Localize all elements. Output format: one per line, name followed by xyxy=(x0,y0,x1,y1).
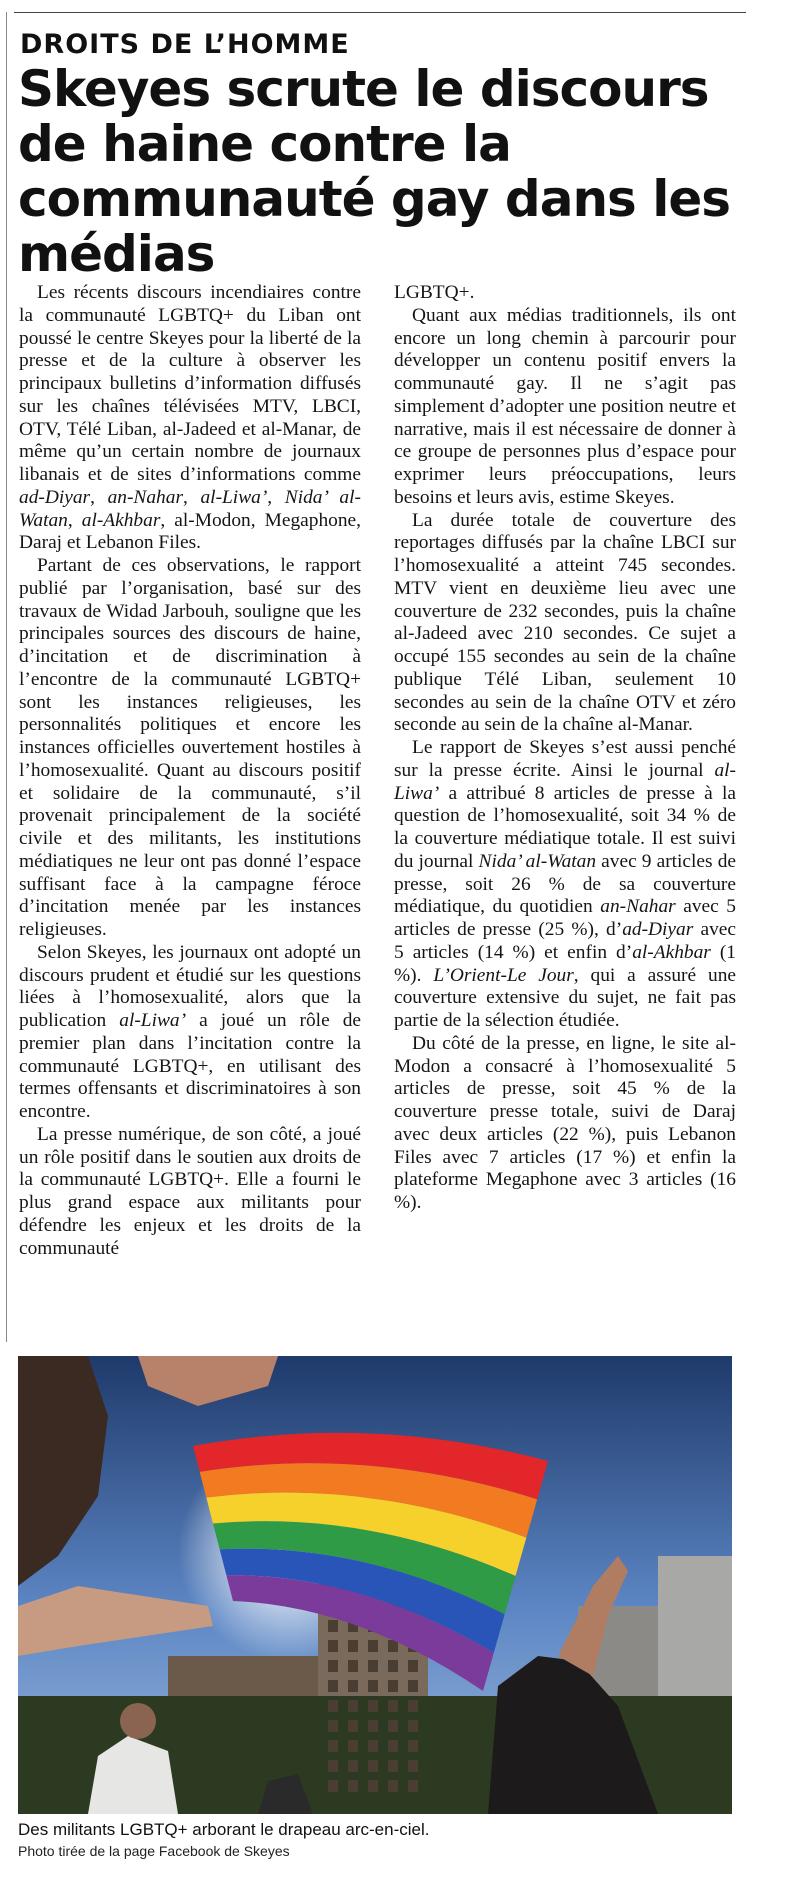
paragraph xyxy=(394,737,736,1033)
paragraph xyxy=(394,305,736,510)
publication-name: an-Nahar xyxy=(600,896,676,918)
text-run: Partant de ces observations, le rapport publié par l’organisation, basé sur des travaux de Widad Jarbouh, souligne que les principales sources des discours de haine, d’incitation et de discrimination à l’encontre de la communauté LGBTQ+ sont les instances religieuses, les personnalités politiques et encore les instances officielles ouvertement hostiles à l’homosexualité. Quant au discours positif et solidaire de la communauté, s’il provenait principalement de la société civile et des militants, les institutions médiatiques ne leur ont pas donné l’espace suffisant face à la campagne féroce d’incitation menée par les instances religieuses. xyxy=(19,555,361,940)
publication-name: al-Liwa’ xyxy=(394,759,736,804)
paragraph xyxy=(394,510,736,738)
article-headline: Skeyes scrute le discours de haine contre la communauté gay dans les médias xyxy=(18,60,731,283)
text-run: , xyxy=(183,486,201,508)
text-run: Du côté de la presse, en ligne, le site al-Modon a consacré à l’homosexualité 5 articles de presse, soit 45 % de la couverture presse totale, suivi de Daraj avec deux articles (22 %), puis Lebanon Files avec 7 articles (17 %) et enfin la plateforme Megaphone avec 3 articles (16 %). xyxy=(394,1032,736,1213)
publication-name: an-Nahar xyxy=(107,486,183,508)
section-kicker: DROITS DE L’HOMME xyxy=(20,29,350,60)
text-run: LGBTQ+. xyxy=(394,282,475,303)
publication-name: ad-Diyar xyxy=(622,919,694,940)
top-rule xyxy=(14,12,746,13)
publication-name: Nida’ al-Watan xyxy=(478,850,597,872)
paragraph xyxy=(19,555,361,942)
text-run: Les récents discours incendiaires contre la communauté LGBTQ+ du Liban ont poussé le centre Skeyes pour la liberté de la presse et de la culture à observer les principaux bulletins d’information diffusés sur les chaînes télévisées MTV, LBCI, OTV, Télé Liban, al-Jadeed et al-Manar, de même qu’un certain nombre de journaux libanais et de sites d’informations comme xyxy=(19,282,361,485)
article-column-left xyxy=(19,282,361,1260)
text-run: avec 5 articles de presse (25 %), d’ xyxy=(394,896,737,940)
text-run: avec 5 articles (14 %) et enfin d’ xyxy=(394,919,736,963)
text-run: avec 9 articles de presse, soit 26 % de sa couverture médiatique, du quotidien xyxy=(394,850,736,918)
text-run: , qui a assuré une couverture extensive du sujet, ne fait pas partie de la sélection étudiée. xyxy=(394,964,737,1031)
paragraph xyxy=(394,282,736,305)
paragraph xyxy=(394,1033,736,1215)
text-run: a attribué 8 articles de presse à la question de l’homosexualité, soit 34 % de la couverture médiatique totale. Il est suivi du journal xyxy=(394,782,736,872)
text-run: Le rapport de Skeyes s’est aussi penché sur la presse écrite. Ainsi le journal xyxy=(394,737,736,781)
side-rule xyxy=(6,12,7,1342)
text-run: Selon Skeyes, les journaux ont adopté un discours prudent et étudié sur les questions liées à l’homosexualité, alors que la publication xyxy=(19,941,361,1031)
text-run: La durée totale de couverture des reportages diffusés par la chaîne LBCI sur l’homosexualité a atteint 745 secondes. MTV vient en deuxième lieu avec une couverture de 232 secondes, puis la chaîne al-Jadeed avec 210 secondes. Ce sujet a occupé 155 secondes au sein de la chaîne publique Télé Liban, seulement 10 secondes au sein de la chaîne OTV et zéro seconde au sein de la chaîne al-Manar. xyxy=(394,509,736,736)
article-column-right xyxy=(394,282,736,1215)
publication-name: ad-Diyar xyxy=(19,486,91,508)
publication-name: al-Liwa’ xyxy=(200,486,268,508)
text-run: a joué un rôle de premier plan dans l’incitation contre la communauté LGBTQ+, en utilisant des termes offensants et discriminatoires à son encontre. xyxy=(19,1010,361,1122)
publication-name: al-Akhbar xyxy=(632,941,711,963)
text-run: , al-Modon, Megaphone, Daraj et Lebanon Files. xyxy=(19,509,361,554)
photo-caption: Des militants LGBTQ+ arborant le drapeau arc-en-ciel. xyxy=(18,1820,430,1839)
publication-name: Nida’ al-Watan xyxy=(19,486,361,531)
text-run: (1 %). xyxy=(394,941,736,986)
text-run: La presse numérique, de son côté, a joué un rôle positif dans le soutien aux droits de la communauté LGBTQ+. Elle a fourni le plus grand espace aux militants pour défendre les enjeux et les droits de la communauté xyxy=(19,1123,361,1259)
paragraph xyxy=(19,942,361,1124)
text-run: , xyxy=(67,509,82,531)
paragraph xyxy=(19,282,361,555)
publication-name: L’Orient-Le Jour xyxy=(433,964,574,986)
article-photo xyxy=(18,1356,732,1814)
publication-name: al-Akhbar xyxy=(81,509,161,531)
photo-credit: Photo tirée de la page Facebook de Skeyes xyxy=(18,1843,290,1859)
text-run: , xyxy=(267,486,285,508)
publication-name: al-Liwa’ xyxy=(119,1010,187,1031)
text-run: , xyxy=(90,486,108,508)
text-run: Quant aux médias traditionnels, ils ont encore un long chemin à parcourir pour développer un contenu positif envers la communauté gay. Il ne s’agit pas simplement d’adopter une position neutre et narrative, mais il est nécessaire de donner à ce groupe de personnes plus d’espace pour exprimer leurs préoccupations, leurs besoins et leurs avis, estime Skeyes. xyxy=(394,304,736,508)
paragraph xyxy=(19,1124,361,1261)
